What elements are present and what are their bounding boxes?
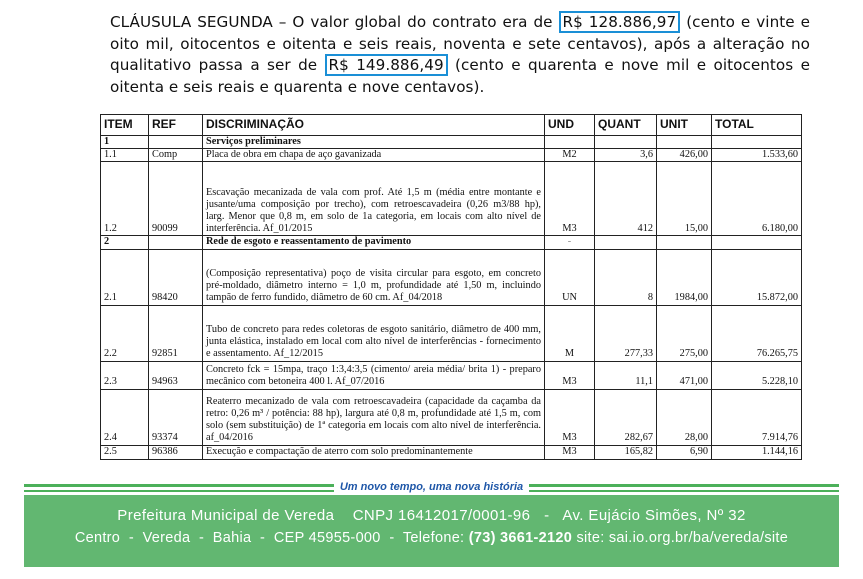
clause-segunda-paragraph bbox=[110, 12, 810, 98]
row-total: 15.872,00 bbox=[712, 249, 802, 305]
row-unit: 275,00 bbox=[657, 305, 712, 361]
table-row bbox=[101, 305, 802, 361]
row-item: 2.1 bbox=[101, 249, 149, 305]
row-und: M3 bbox=[545, 389, 595, 445]
footer-address-line-2 bbox=[24, 530, 839, 546]
footer-line-1-text: Prefeitura Municipal de Vereda CNPJ 16412017/0001-96 - Av. Eujácio Simões, Nº 32 bbox=[117, 507, 746, 524]
table-row bbox=[101, 149, 802, 162]
group-row-2 bbox=[101, 236, 802, 249]
row-quant: 277,33 bbox=[595, 305, 657, 361]
row-total: 1.144,16 bbox=[712, 445, 802, 459]
row-desc: Tubo de concreto para redes coletoras de esgoto sanitário, diâmetro de 400 mm, junta elástica, instalado em local com alto nível de interferências - fornecimento e assentamento. Af_12/2015 bbox=[203, 305, 545, 361]
row-total: 6.180,00 bbox=[712, 162, 802, 236]
footer-phone: (73) 3661-2120 bbox=[468, 530, 573, 546]
row-desc: Placa de obra em chapa de aço gavanizada bbox=[203, 149, 545, 162]
footer-address-line-1 bbox=[24, 507, 839, 524]
row-unit: 471,00 bbox=[657, 361, 712, 389]
new-contract-value-highlight: R$ 149.886,49 bbox=[325, 54, 448, 76]
row-item: 1.2 bbox=[101, 162, 149, 236]
footer-slogan-wrap bbox=[0, 481, 863, 493]
row-quant: 3,6 bbox=[595, 149, 657, 162]
group-item: 1 bbox=[101, 136, 149, 149]
table-row bbox=[101, 389, 802, 445]
row-ref: 93374 bbox=[149, 389, 203, 445]
row-ref: 96386 bbox=[149, 445, 203, 459]
row-item: 2.4 bbox=[101, 389, 149, 445]
clause-text-start: CLÁUSULA SEGUNDA – O valor global do contrato era de bbox=[110, 13, 553, 31]
clause-text-end: (cento e quarenta e nove mil e oitocentos e oitenta e seis reais e quarenta e nove centavos). bbox=[110, 56, 810, 96]
row-und: UN bbox=[545, 249, 595, 305]
row-und: M3 bbox=[545, 162, 595, 236]
row-ref: 98420 bbox=[149, 249, 203, 305]
row-total: 76.265,75 bbox=[712, 305, 802, 361]
row-quant: 412 bbox=[595, 162, 657, 236]
row-desc: Execução e compactação de aterro com solo predominantemente bbox=[203, 445, 545, 459]
row-unit: 15,00 bbox=[657, 162, 712, 236]
header-quant: QUANT bbox=[595, 115, 657, 136]
row-ref: 92851 bbox=[149, 305, 203, 361]
table-row bbox=[101, 162, 802, 236]
row-quant: 11,1 bbox=[595, 361, 657, 389]
row-total: 1.533,60 bbox=[712, 149, 802, 162]
footer-line-2-text: Centro - Vereda - Bahia - CEP 45955-000 - Telefone: bbox=[74, 530, 465, 546]
row-desc: Reaterro mecanizado de vala com retroescavadeira (capacidade da caçamba da retro: 0,26 m³ / potência: 88 hp), largura até 0,8 m, profundidade até 1,5 m, com solo (sem substituição) de 1ª categoria em locais com alto nível de interferência. af_04/2016 bbox=[203, 389, 545, 445]
header-und: UND bbox=[545, 115, 595, 136]
clause-text-middle: (cento e vinte e oito mil, oitocentos e oitenta e seis reais, noventa e sete centavos), após a alteração no qualitativo passa a ser de bbox=[110, 13, 810, 74]
row-item: 1.1 bbox=[101, 149, 149, 162]
group-row-1 bbox=[101, 136, 802, 149]
row-desc: (Composição representativa) poço de visita circular para esgoto, em concreto pré-moldado, diâmetro interno = 1,0 m, profundidade até 1,50 m, incluindo tampão de ferro fundido, diâmetro de 60 cm. Af_04/2018 bbox=[203, 249, 545, 305]
group-und: - bbox=[545, 236, 595, 249]
row-unit: 6,90 bbox=[657, 445, 712, 459]
row-unit: 426,00 bbox=[657, 149, 712, 162]
header-total: TOTAL bbox=[712, 115, 802, 136]
row-quant: 282,67 bbox=[595, 389, 657, 445]
row-ref: Comp bbox=[149, 149, 203, 162]
table-row bbox=[101, 361, 802, 389]
row-item: 2.5 bbox=[101, 445, 149, 459]
header-item: ITEM bbox=[101, 115, 149, 136]
header-discriminacao: DISCRIMINAÇÃO bbox=[203, 115, 545, 136]
budget-table bbox=[100, 114, 802, 460]
group-title: Serviços preliminares bbox=[203, 136, 545, 149]
header-unit: UNIT bbox=[657, 115, 712, 136]
row-unit: 1984,00 bbox=[657, 249, 712, 305]
row-ref: 90099 bbox=[149, 162, 203, 236]
table-header-row bbox=[101, 115, 802, 136]
footer-slogan: Um novo tempo, uma nova história bbox=[334, 481, 529, 493]
row-quant: 165,82 bbox=[595, 445, 657, 459]
row-desc: Escavação mecanizada de vala com prof. Até 1,5 m (média entre montante e jusante/uma composição por trecho), com retroescavadeira (0,26 m3/88 hp), larg. Menor que 0,8 m, em solo de 1a categoria, em locais com alto nível de interferência. Af_01/2015 bbox=[203, 162, 545, 236]
footer-band bbox=[24, 495, 839, 567]
row-desc: Concreto fck = 15mpa, traço 1:3,4:3,5 (cimento/ areia média/ brita 1) - preparo mecânico com betoneira 400 l. Af_07/2016 bbox=[203, 361, 545, 389]
row-unit: 28,00 bbox=[657, 389, 712, 445]
table-row bbox=[101, 249, 802, 305]
row-quant: 8 bbox=[595, 249, 657, 305]
footer-site: site: sai.io.org.br/ba/vereda/site bbox=[576, 530, 789, 546]
row-und: M bbox=[545, 305, 595, 361]
row-total: 7.914,76 bbox=[712, 389, 802, 445]
row-ref: 94963 bbox=[149, 361, 203, 389]
row-und: M3 bbox=[545, 361, 595, 389]
row-und: M2 bbox=[545, 149, 595, 162]
row-und: M3 bbox=[545, 445, 595, 459]
row-item: 2.3 bbox=[101, 361, 149, 389]
table-row bbox=[101, 445, 802, 459]
header-ref: REF bbox=[149, 115, 203, 136]
row-total: 5.228,10 bbox=[712, 361, 802, 389]
group-title: Rede de esgoto e reassentamento de pavimento bbox=[203, 236, 545, 249]
row-item: 2.2 bbox=[101, 305, 149, 361]
group-item: 2 bbox=[101, 236, 149, 249]
old-contract-value-highlight: R$ 128.886,97 bbox=[559, 11, 681, 33]
